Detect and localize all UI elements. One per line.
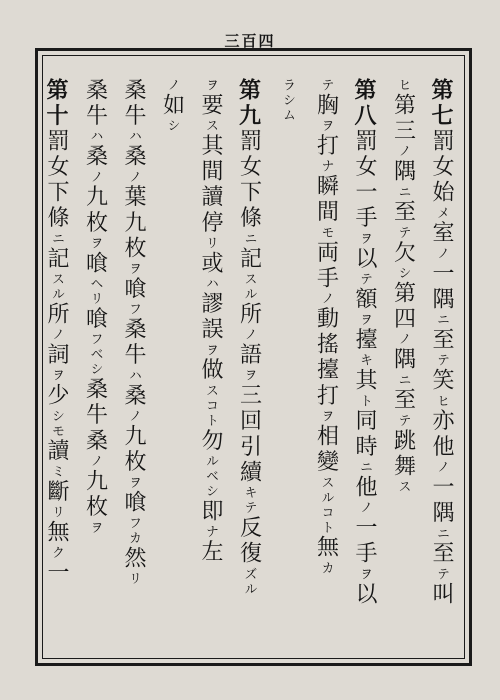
- glyph: 室: [429, 221, 454, 247]
- glyph: メ: [434, 206, 449, 222]
- glyph: 勿: [198, 428, 223, 455]
- glyph: 牛: [121, 103, 146, 130]
- glyph: 一: [352, 180, 377, 207]
- glyph: 反: [236, 515, 262, 542]
- glyph: 無: [313, 535, 339, 561]
- glyph: ヒ: [434, 394, 449, 410]
- glyph: 所: [236, 302, 262, 328]
- glyph: 語: [236, 342, 262, 369]
- glyph: 女: [352, 154, 377, 181]
- glyph: キ: [357, 353, 372, 369]
- glyph: リ: [203, 236, 218, 252]
- glyph: ベ: [203, 469, 218, 485]
- glyph: ベ: [87, 347, 103, 363]
- glyph: 少: [44, 383, 69, 410]
- glyph: ヒ: [395, 78, 411, 93]
- glyph: 記: [236, 246, 262, 273]
- glyph: 其: [352, 368, 377, 395]
- glyph: カ: [318, 560, 334, 576]
- section-label: 第九: [235, 78, 262, 130]
- glyph: ニ: [49, 231, 64, 247]
- glyph: シ: [164, 118, 180, 134]
- glyph: 枚: [82, 494, 108, 521]
- glyph: 打: [313, 383, 339, 410]
- glyph: 續: [236, 460, 262, 486]
- glyph: テ: [318, 78, 334, 93]
- glyph: 擡: [352, 327, 377, 354]
- glyph: 手: [352, 541, 377, 568]
- glyph: テ: [434, 567, 449, 583]
- glyph: 枚: [121, 236, 146, 262]
- glyph: 擡: [313, 357, 339, 384]
- glyph: 欠: [390, 240, 416, 267]
- glyph: 相: [313, 424, 339, 450]
- glyph: ハ: [203, 276, 218, 292]
- glyph: ヲ: [241, 368, 257, 384]
- glyph: 間: [198, 159, 223, 185]
- glyph: ノ: [318, 291, 334, 307]
- glyph: ラ: [280, 78, 295, 93]
- glyph: ニ: [434, 312, 449, 328]
- glyph: ル: [203, 454, 218, 470]
- glyph: ミ: [49, 464, 64, 480]
- glyph: フ: [126, 515, 141, 531]
- glyph: ト: [203, 413, 218, 429]
- glyph: 他: [429, 434, 454, 461]
- glyph: コ: [318, 505, 334, 521]
- glyph: ナ: [203, 524, 218, 540]
- glyph: リ: [126, 571, 141, 587]
- glyph: 手: [352, 206, 377, 232]
- glyph: 他: [352, 475, 377, 501]
- glyph: 桑: [82, 78, 108, 104]
- glyph: 左: [198, 539, 223, 566]
- column-text: [352, 129, 377, 608]
- column-text: [83, 78, 108, 535]
- glyph: 即: [198, 499, 223, 525]
- glyph: 做: [198, 357, 223, 384]
- glyph: 記: [44, 246, 69, 273]
- glyph: 隅: [390, 347, 416, 373]
- glyph: 回: [236, 409, 262, 435]
- column-text: [237, 129, 262, 597]
- glyph: ヲ: [318, 409, 334, 425]
- glyph: 謬: [198, 291, 223, 318]
- glyph: 其: [198, 133, 223, 160]
- glyph: 手: [313, 266, 339, 292]
- glyph: ノ: [49, 327, 64, 343]
- glyph: ニ: [241, 231, 257, 247]
- glyph: 所: [44, 302, 69, 328]
- column-text: [429, 129, 454, 608]
- glyph: ル: [241, 287, 257, 303]
- glyph: ヲ: [357, 567, 372, 583]
- glyph: 間: [313, 199, 339, 226]
- glyph: 條: [44, 206, 69, 232]
- glyph: ル: [318, 490, 334, 506]
- glyph: ス: [241, 272, 257, 288]
- glyph: ノ: [357, 500, 372, 516]
- glyph: テ: [395, 413, 411, 429]
- glyph: ル: [49, 287, 64, 303]
- glyph: 亦: [429, 409, 454, 435]
- text-column: [422, 78, 461, 658]
- glyph: ヲ: [87, 236, 103, 252]
- column-text: [121, 78, 146, 587]
- glyph: 罰: [352, 129, 377, 155]
- glyph: リ: [87, 291, 103, 307]
- glyph: 斷: [44, 479, 69, 506]
- glyph: 一: [429, 261, 454, 288]
- glyph: 舞: [390, 454, 416, 480]
- glyph: ハ: [126, 129, 141, 145]
- glyph: ノ: [434, 460, 449, 476]
- text-column: [191, 78, 230, 658]
- glyph: 九: [82, 184, 108, 211]
- glyph: 額: [352, 287, 377, 313]
- glyph: 喰: [82, 306, 108, 333]
- glyph: 桑: [121, 78, 146, 104]
- glyph: 三: [390, 118, 416, 145]
- glyph: ニ: [395, 372, 411, 388]
- glyph: ム: [280, 108, 295, 123]
- glyph: 時: [352, 434, 377, 461]
- text-column: [383, 78, 422, 658]
- glyph: 九: [121, 424, 146, 450]
- glyph: ノ: [241, 327, 257, 343]
- glyph: 桑: [82, 144, 108, 170]
- text-column: [114, 78, 153, 658]
- glyph: 女: [44, 154, 69, 181]
- glyph: 引: [236, 434, 262, 461]
- glyph: ノ: [395, 332, 411, 348]
- section-label: 第七: [428, 78, 454, 130]
- glyph: 無: [44, 520, 69, 546]
- glyph: シ: [280, 93, 295, 108]
- glyph: 然: [121, 545, 146, 572]
- column-text: [160, 78, 185, 134]
- glyph: 詞: [44, 342, 69, 369]
- glyph: 復: [236, 541, 262, 568]
- section-label: 第八: [351, 78, 377, 130]
- glyph: キ: [241, 485, 257, 501]
- glyph: 叫: [429, 582, 454, 608]
- glyph: 罰: [236, 129, 262, 155]
- glyph: ノ: [395, 144, 411, 160]
- glyph: 葉: [121, 184, 146, 211]
- glyph: 胸: [313, 93, 339, 119]
- glyph: 至: [390, 387, 416, 414]
- glyph: ス: [49, 272, 64, 288]
- glyph: ト: [357, 394, 372, 410]
- glyph: カ: [126, 530, 141, 546]
- glyph: 要: [198, 93, 223, 119]
- glyph: 枚: [82, 210, 108, 237]
- page-number: 三百四: [224, 32, 276, 50]
- glyph: 瞬: [313, 174, 339, 200]
- glyph: ヲ: [126, 261, 141, 277]
- glyph: ノ: [434, 246, 449, 262]
- glyph: 桑: [121, 144, 146, 170]
- glyph: リ: [49, 505, 64, 521]
- glyph: テ: [395, 225, 411, 241]
- column-text: [391, 78, 416, 495]
- glyph: 同: [352, 409, 377, 435]
- glyph: 下: [236, 180, 262, 207]
- glyph: ク: [49, 545, 64, 561]
- glyph: 讀: [44, 439, 69, 465]
- glyph: テ: [357, 272, 372, 288]
- glyph: ノ: [126, 169, 141, 185]
- glyph: 讀: [198, 184, 223, 211]
- glyph: モ: [318, 225, 334, 241]
- glyph: ズ: [241, 567, 257, 583]
- glyph: 至: [390, 199, 416, 226]
- glyph: 喰: [121, 490, 146, 516]
- glyph: コ: [203, 398, 218, 414]
- glyph: 始: [429, 180, 454, 207]
- glyph: 三: [236, 383, 262, 410]
- glyph: ナ: [318, 159, 334, 175]
- glyph: 至: [429, 541, 454, 568]
- glyph: 喰: [82, 251, 108, 277]
- column-text: [275, 78, 300, 123]
- glyph: ヲ: [87, 520, 103, 536]
- glyph: モ: [49, 424, 64, 440]
- glyph: ノ: [126, 409, 141, 425]
- text-column: [75, 78, 114, 658]
- section-label: 第十: [43, 78, 69, 130]
- glyph: フ: [126, 302, 141, 318]
- glyph: 條: [236, 206, 262, 232]
- glyph: 九: [82, 469, 108, 495]
- glyph: 桑: [82, 428, 108, 455]
- glyph: 隅: [390, 159, 416, 185]
- glyph: 桑: [121, 383, 146, 410]
- column-text: [314, 78, 339, 576]
- glyph: ノ: [87, 454, 103, 470]
- glyph: 九: [121, 210, 146, 237]
- glyph: シ: [203, 484, 218, 500]
- glyph: 第: [390, 93, 416, 119]
- glyph: 罰: [44, 129, 69, 155]
- text-column: [345, 78, 384, 658]
- glyph: テ: [241, 500, 257, 516]
- glyph: 第: [390, 281, 416, 307]
- glyph: ヘ: [87, 276, 103, 292]
- vertical-text-body: [43, 78, 460, 658]
- glyph: 跳: [390, 428, 416, 455]
- glyph: 如: [159, 93, 185, 119]
- glyph: 以: [352, 246, 377, 273]
- glyph: 四: [390, 306, 416, 333]
- text-column: [152, 78, 191, 658]
- glyph: ニ: [395, 184, 411, 200]
- glyph: 誤: [198, 317, 223, 343]
- glyph: シ: [87, 362, 103, 378]
- glyph: ノ: [164, 78, 180, 93]
- glyph: 喰: [121, 276, 146, 303]
- glyph: ヲ: [318, 118, 334, 134]
- glyph: 牛: [121, 342, 146, 369]
- glyph: ニ: [434, 526, 449, 542]
- glyph: 打: [313, 133, 339, 160]
- column-text: [198, 78, 223, 565]
- glyph: 一: [44, 560, 69, 587]
- glyph: ノ: [87, 169, 103, 185]
- glyph: ヲ: [203, 342, 218, 358]
- glyph: テ: [434, 353, 449, 369]
- text-column: [306, 78, 345, 658]
- glyph: フ: [87, 332, 103, 348]
- glyph: ハ: [126, 368, 141, 384]
- glyph: 動: [313, 306, 339, 333]
- glyph: ニ: [357, 460, 372, 476]
- glyph: 搖: [313, 332, 339, 358]
- glyph: 停: [198, 210, 223, 237]
- glyph: ヲ: [126, 475, 141, 491]
- glyph: ス: [203, 383, 218, 399]
- column-text: [44, 129, 69, 586]
- glyph: シ: [395, 266, 411, 282]
- glyph: 牛: [82, 402, 108, 429]
- glyph: ヲ: [357, 312, 372, 328]
- glyph: 變: [313, 449, 339, 476]
- glyph: ヲ: [203, 78, 218, 93]
- glyph: 笑: [429, 368, 454, 395]
- glyph: シ: [49, 409, 64, 425]
- glyph: 桑: [121, 317, 146, 343]
- glyph: ス: [395, 479, 411, 495]
- glyph: ル: [241, 582, 257, 598]
- glyph: 隅: [429, 287, 454, 313]
- glyph: ヲ: [49, 368, 64, 384]
- glyph: ト: [318, 520, 334, 536]
- glyph: 一: [352, 515, 377, 542]
- glyph: 隅: [429, 500, 454, 527]
- glyph: 両: [313, 240, 339, 267]
- text-column: [268, 78, 307, 658]
- text-column: [229, 78, 268, 658]
- glyph: ヲ: [357, 231, 372, 247]
- glyph: 或: [198, 251, 223, 277]
- glyph: 枚: [121, 449, 146, 476]
- glyph: 罰: [429, 129, 454, 155]
- glyph: 牛: [82, 103, 108, 130]
- text-column: [37, 78, 76, 658]
- glyph: ハ: [87, 129, 103, 145]
- glyph: 女: [236, 154, 262, 181]
- glyph: ス: [318, 475, 334, 491]
- glyph: ス: [203, 118, 218, 134]
- glyph: 女: [429, 154, 454, 181]
- glyph: 至: [429, 327, 454, 354]
- glyph: 下: [44, 180, 69, 207]
- glyph: 一: [429, 475, 454, 501]
- glyph: 以: [352, 582, 377, 608]
- glyph: 桑: [82, 377, 108, 403]
